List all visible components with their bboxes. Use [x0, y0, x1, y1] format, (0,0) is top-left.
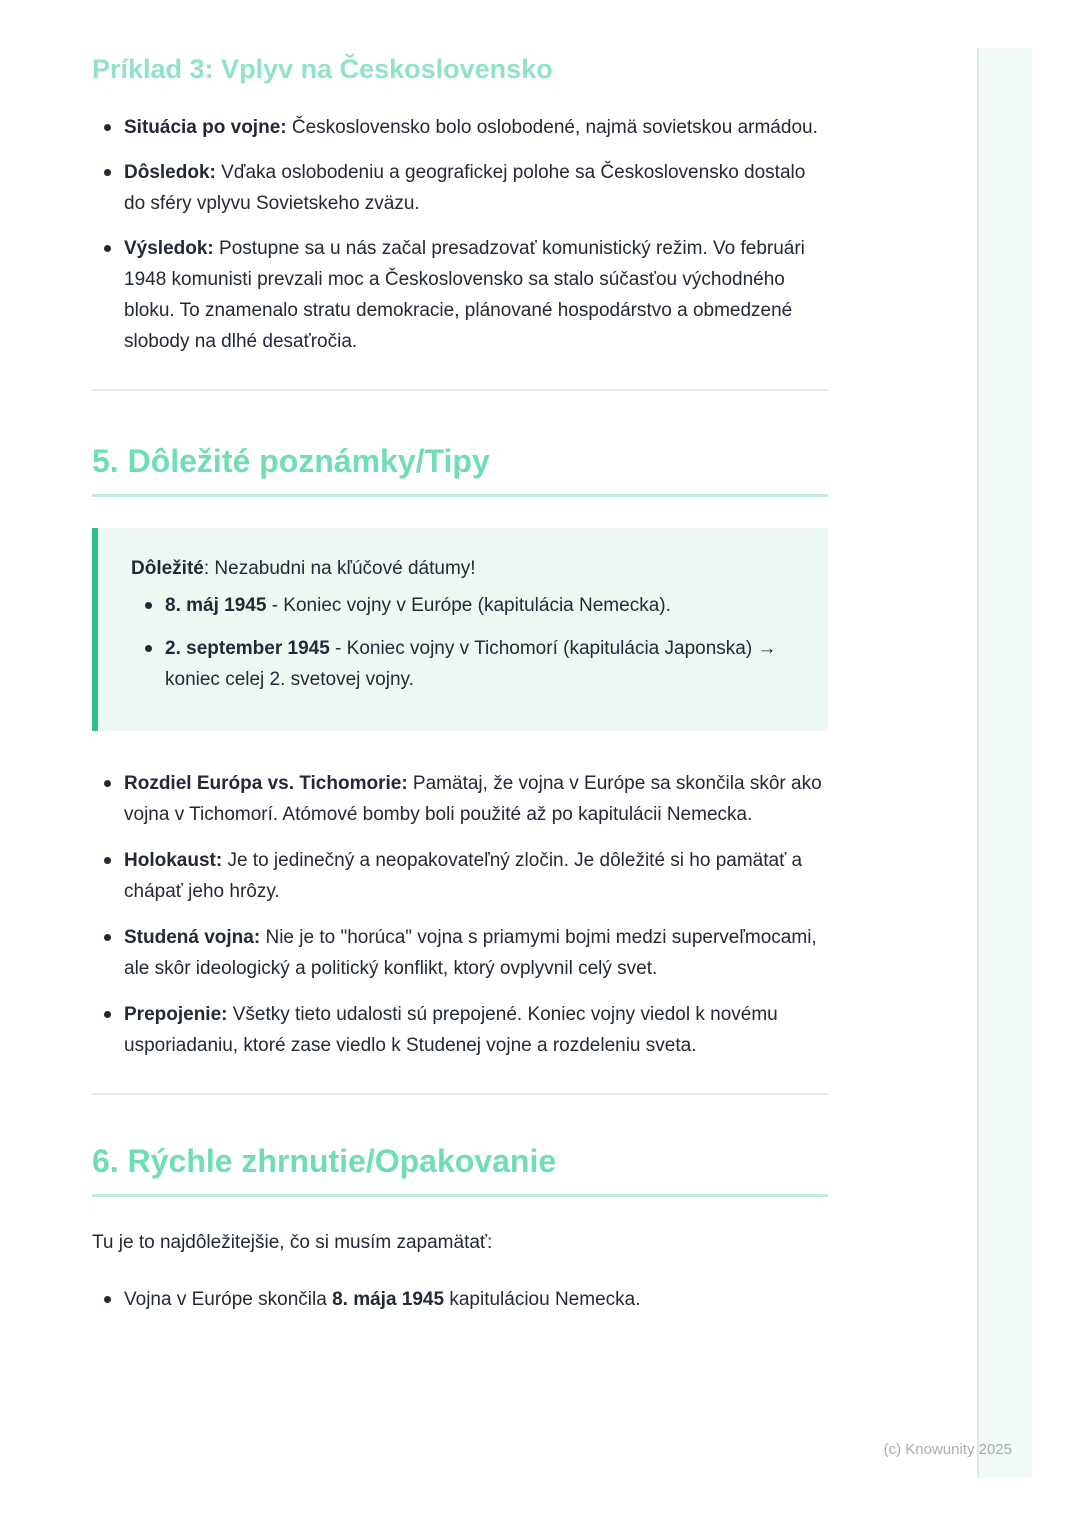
section5-list	[92, 768, 828, 1061]
list-item-text: Studená vojna: Nie je to "horúca" vojna s priamymi bojmi medzi superveľmocami, ale skôr ideologický a politický konflikt, ktorý ovplyvnil celý svet.	[124, 927, 817, 979]
list-item	[131, 590, 798, 621]
list-item-text: Situácia po vojne: Československo bolo oslobodené, najmä sovietskou armádou.	[124, 117, 818, 138]
bullet-marker	[104, 780, 111, 787]
section5-heading: 5. Dôležité poznámky/Tipy	[92, 443, 828, 497]
bullet-marker	[104, 1011, 111, 1018]
section-divider	[92, 389, 828, 391]
bullet-marker	[104, 169, 111, 176]
section6-intro: Tu je to najdôležitejšie, čo si musím zapamätať:	[92, 1232, 493, 1253]
list-item-text: Dôsledok: Vďaka oslobodeniu a geografickej polohe sa Československo dostalo do sféry vplyvu Sovietskeho zväzu.	[124, 162, 806, 214]
list-item-text: Prepojenie: Všetky tieto udalosti sú prepojené. Koniec vojny viedol k novému usporiadaniu, ktoré zase viedlo k Studenej vojne a rozdeleniu sveta.	[124, 1004, 778, 1056]
page-edge-strip	[977, 48, 1032, 1478]
section-divider	[92, 1093, 828, 1095]
list-item-text: Výsledok: Postupne sa u nás začal presadzovať komunistický režim. Vo februári 1948 komunisti prevzali moc a Československo sa stalo súčasťou východného bloku. To znamenalo stratu demokracie, plánované hospodárstvo a obmedzené slobody na dlhé desaťročia.	[124, 238, 805, 352]
list-item-text: Holokaust: Je to jedinečný a neopakovateľný zločin. Je dôležité si ho pamätať a chápať jeho hrôzy.	[124, 850, 803, 902]
example3-list	[92, 112, 828, 357]
list-item-text: 8. máj 1945 - Koniec vojny v Európe (kapitulácia Nemecka).	[165, 595, 671, 616]
list-item	[92, 157, 828, 219]
list-item-text: 2. september 1945 - Koniec vojny v Tichomorí (kapitulácia Japonska) → koniec celej 2. svetovej vojny.	[165, 638, 777, 690]
bullet-marker	[145, 602, 152, 609]
callout-list	[131, 590, 798, 695]
page-content	[92, 0, 828, 1329]
list-item	[92, 233, 828, 357]
callout-intro: Dôležité: Nezabudni na kľúčové dátumy!	[131, 558, 476, 579]
list-item	[92, 112, 828, 143]
list-item	[92, 999, 828, 1061]
section6-list	[92, 1284, 828, 1315]
bullet-marker	[145, 645, 152, 652]
list-item	[92, 768, 828, 830]
bullet-marker	[104, 1296, 111, 1303]
bullet-marker	[104, 857, 111, 864]
list-item	[92, 845, 828, 907]
copyright-credit: (c) Knowunity 2025	[883, 1441, 1012, 1458]
bullet-marker	[104, 124, 111, 131]
bullet-marker	[104, 245, 111, 252]
bullet-marker	[104, 934, 111, 941]
example3-heading: Príklad 3: Vplyv na Československo	[92, 54, 553, 84]
important-callout-box	[92, 528, 828, 731]
list-item-text: Rozdiel Európa vs. Tichomorie: Pamätaj, že vojna v Európe sa skončila skôr ako vojna v Tichomorí. Atómové bomby boli použité až po kapitulácii Nemecka.	[124, 773, 822, 825]
section6-heading: 6. Rýchle zhrnutie/Opakovanie	[92, 1143, 828, 1197]
list-item	[92, 1284, 828, 1315]
list-item	[131, 633, 798, 695]
list-item-text: Vojna v Európe skončila 8. mája 1945 kapituláciou Nemecka.	[124, 1289, 641, 1310]
list-item	[92, 922, 828, 984]
